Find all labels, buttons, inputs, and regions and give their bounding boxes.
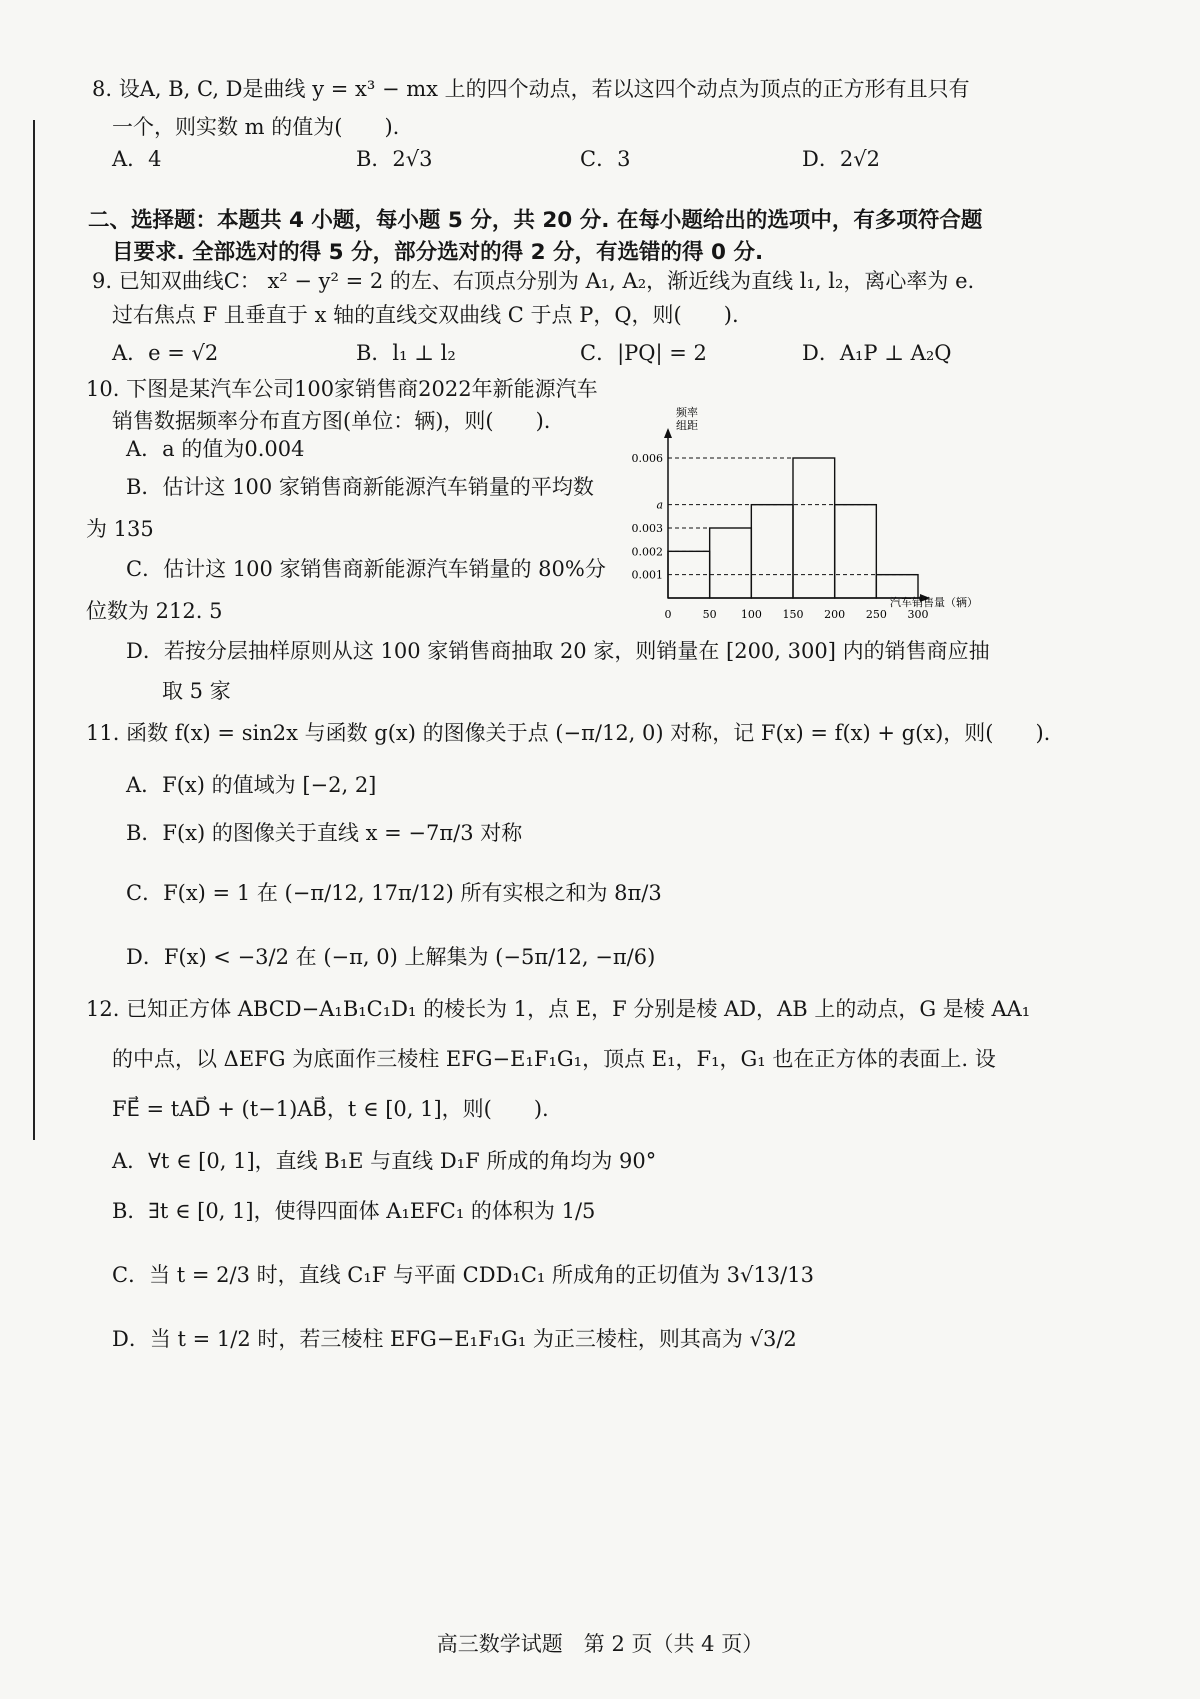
q11-option-b: B．F(x) 的图像关于直线 x = −7π/3 对称 <box>126 821 523 845</box>
y-label-top: 频率 <box>676 406 698 419</box>
y-tick-label-3: 0.002 <box>631 545 663 559</box>
q12-option-b: B．∃t ∈ [0, 1]，使得四面体 A₁EFC₁ 的体积为 1/5 <box>112 1199 596 1223</box>
x-tick-label-1: 50 <box>702 608 717 621</box>
x-tick-label-3: 150 <box>782 608 804 621</box>
q12-option-a: A．∀t ∈ [0, 1]，直线 B₁E 与直线 D₁F 所成的角均为 90° <box>112 1149 657 1173</box>
x-tick-label-0: 0 <box>664 608 672 621</box>
q8-option-a: A．4 <box>112 147 162 171</box>
section-2-heading-line-2: 目要求. 全部选对的得 5 分，部分选对的得 2 分，有选错的得 0 分. <box>112 240 764 265</box>
y-tick-label-4: 0.001 <box>631 568 663 582</box>
x-tick-label-5: 250 <box>865 608 887 621</box>
q12-stem-line-1: 12. 已知正方体 ABCD−A₁B₁C₁D₁ 的棱长为 1，点 E，F 分别是棱 AD，AB 上的动点，G 是棱 AA₁ <box>86 997 1031 1021</box>
q12-option-d: D．当 t = 1/2 时，若三棱柱 EFG−E₁F₁G₁ 为正三棱柱，则其高为 √3/2 <box>112 1327 797 1351</box>
q10-option-a: A．a 的值为0.004 <box>126 437 305 461</box>
histogram-bar-1 <box>710 528 752 598</box>
q10-option-d-line-1: D．若按分层抽样原则从这 100 家销售商抽取 20 家，则销量在 [200, 300] 内的销售商应抽 <box>126 639 990 663</box>
q11-option-a: A．F(x) 的值域为 [−2, 2] <box>126 773 377 797</box>
q10-stem-line-2: 销售数据频率分布直方图(单位：辆)，则( ). <box>112 409 551 433</box>
q8-stem-line-1: 8. 设A, B, C, D是曲线 y = x³ − mx 上的四个动点，若以这四个动点为顶点的正方形有且只有 <box>92 77 970 101</box>
sales-frequency-histogram <box>631 406 1100 670</box>
q8-option-c: C．3 <box>580 147 631 171</box>
q8-option-d: D．2√2 <box>802 147 880 171</box>
q10-option-b-line-1: B．估计这 100 家销售商新能源汽车销量的平均数 <box>126 475 594 499</box>
q12-stem-line-3: FE⃗ = tAD⃗ + (t−1)AB⃗，t ∈ [0, 1]，则( ). <box>112 1097 549 1121</box>
q8-option-b: B．2√3 <box>356 147 433 171</box>
q10-option-b-line-2: 为 135 <box>86 517 154 541</box>
y-tick-label-1: a <box>656 498 663 512</box>
histogram-bar-2 <box>751 505 793 598</box>
q9-option-a: A．e = √2 <box>112 341 219 365</box>
q9-stem-line-1: 9. 已知双曲线C： x² − y² = 2 的左、右顶点分别为 A₁, A₂，渐近线为直线 l₁, l₂，离心率为 e. <box>92 269 975 293</box>
y-label-bottom: 组距 <box>676 419 698 432</box>
q10-stem-line-1: 10. 下图是某汽车公司100家销售商2022年新能源汽车 <box>86 377 598 401</box>
x-axis-label: 汽车销售量（辆） <box>890 596 978 609</box>
q11-option-c: C．F(x) = 1 在 (−π/12, 17π/12) 所有实根之和为 8π/3 <box>126 881 662 905</box>
histogram-bar-3 <box>793 458 835 598</box>
q11-stem: 11. 函数 f(x) = sin2x 与函数 g(x) 的图像关于点 (−π/12, 0) 对称，记 F(x) = f(x) + g(x)，则( ). <box>86 721 1051 745</box>
page-footer: 高三数学试题 第 2 页（共 4 页） <box>436 1632 764 1656</box>
q12-stem-line-2: 的中点，以 ΔEFG 为底面作三棱柱 EFG−E₁F₁G₁，顶点 E₁，F₁，G₁ 也在正方体的表面上. 设 <box>112 1047 996 1071</box>
x-tick-label-6: 300 <box>907 608 929 621</box>
q9-stem-line-2: 过右焦点 F 且垂直于 x 轴的直线交双曲线 C 于点 P，Q，则( ). <box>112 303 739 327</box>
q11-option-d: D．F(x) < −3/2 在 (−π, 0) 上解集为 (−5π/12, −π/6) <box>126 945 656 969</box>
y-tick-label-0: 0.006 <box>631 452 663 465</box>
q12-option-c: C．当 t = 2/3 时，直线 C₁F 与平面 CDD₁C₁ 所成角的正切值为 3√13/13 <box>112 1263 814 1287</box>
x-tick-label-4: 200 <box>824 608 846 621</box>
binding-margin-line <box>33 120 35 1140</box>
q8-stem-line-2: 一个，则实数 m 的值为( ). <box>112 115 400 139</box>
y-tick-label-2: 0.003 <box>631 522 663 535</box>
histogram-bar-4 <box>835 505 877 598</box>
x-tick-label-2: 100 <box>740 608 762 621</box>
histogram-bar-5 <box>876 575 918 598</box>
section-2-heading-line-1: 二、选择题：本题共 4 小题，每小题 5 分，共 20 分. 在每小题给出的选项中，有多项符合题 <box>88 208 983 233</box>
y-axis-arrow <box>664 428 672 438</box>
q10-option-d-line-2: 取 5 家 <box>162 679 231 703</box>
q9-option-d: D．A₁P ⊥ A₂Q <box>802 341 952 365</box>
q9-option-c: C．|PQ| = 2 <box>580 341 707 365</box>
q10-option-c-line-2: 位数为 212. 5 <box>86 599 223 623</box>
q9-option-b: B．l₁ ⊥ l₂ <box>356 341 456 365</box>
q10-option-c-line-1: C．估计这 100 家销售商新能源汽车销量的 80%分 <box>126 557 606 581</box>
